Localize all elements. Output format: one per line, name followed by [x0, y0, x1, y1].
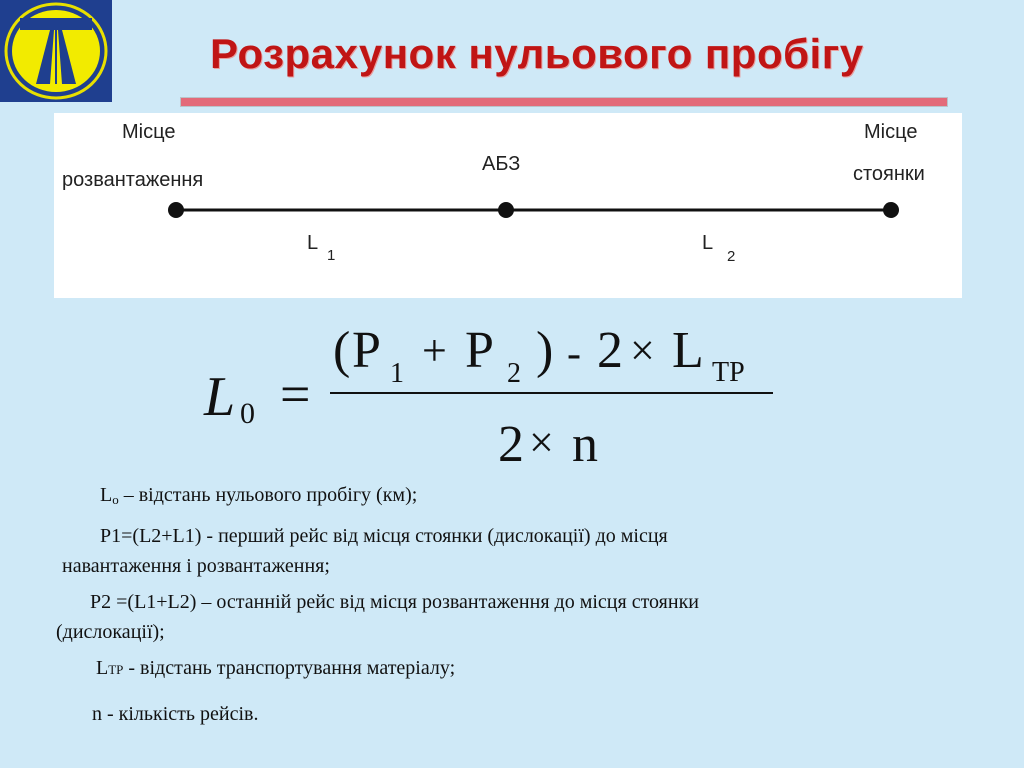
segment1-subscript: 1: [327, 247, 336, 264]
definitions: [56, 480, 996, 729]
abz-point: [498, 202, 514, 218]
formula-p2: P: [465, 322, 494, 379]
formula-den-times: ×: [529, 418, 554, 467]
formula-two: 2: [597, 322, 623, 379]
ltr-text: - відстань транспортування матеріалу;: [123, 657, 456, 679]
formula-p2-subscript: 2: [507, 358, 521, 389]
definition-ltr: [56, 653, 996, 685]
ltr-subscript: ТР: [108, 662, 124, 677]
logo-emblem-icon: [0, 0, 112, 102]
unloading-place-label-line1: Місце: [122, 121, 176, 143]
formula-p1-subscript: 1: [390, 358, 404, 389]
formula-open-paren: (: [333, 322, 351, 379]
abz-label: АБЗ: [482, 153, 521, 175]
definition-p2-line1: P2 =(L1+L2) – останній рейс від місця розвантаження до місця стоянки: [90, 591, 699, 613]
definition-p2-line2: (дислокації);: [56, 621, 165, 643]
formula-equals: =: [280, 364, 311, 424]
formula-ltr-subscript: ТР: [712, 357, 745, 388]
segment2-subscript: 2: [727, 248, 736, 265]
ltr-symbol: L: [96, 657, 109, 679]
formula-den-two: 2: [498, 416, 524, 473]
formula-ltr: L: [672, 322, 704, 379]
formula-times: ×: [630, 326, 655, 375]
segment2-label: L: [702, 232, 714, 254]
segment1-label: L: [307, 232, 319, 254]
formula-minus: -: [567, 331, 581, 377]
l0-symbol: L: [100, 484, 113, 506]
l0-subscript: o: [112, 492, 119, 507]
formula-lhs-subscript: 0: [240, 397, 255, 430]
definition-l0: [56, 480, 996, 515]
title-underline: [180, 97, 948, 107]
zero-run-formula: [200, 305, 820, 480]
unloading-place-label-line2: розвантаження: [62, 169, 204, 191]
parking-point: [883, 202, 899, 218]
route-diagram: [54, 113, 962, 298]
formula-svg: [200, 305, 820, 480]
logo: [0, 0, 112, 102]
definition-n: n - кількість рейсів.: [92, 703, 259, 725]
page-title: Розрахунок нульового пробігу: [210, 30, 864, 77]
formula-close-paren: ): [536, 322, 554, 379]
formula-den-n: n: [572, 416, 598, 473]
formula-plus: +: [422, 326, 447, 375]
parking-place-label-line1: Місце: [864, 121, 918, 143]
definition-p1-line2: навантаження і розвантаження;: [62, 555, 330, 577]
l0-text: – відстань нульового пробігу (км);: [118, 484, 418, 506]
definition-p1-line1: P1=(L2+L1) - перший рейс від місця стоянки (дислокації) до місця: [100, 525, 668, 547]
route-diagram-svg: [54, 113, 962, 298]
unloading-point: [168, 202, 184, 218]
formula-lhs: L: [204, 366, 236, 428]
parking-place-label-line2: стоянки: [853, 163, 925, 185]
formula-p1: P: [352, 322, 381, 379]
